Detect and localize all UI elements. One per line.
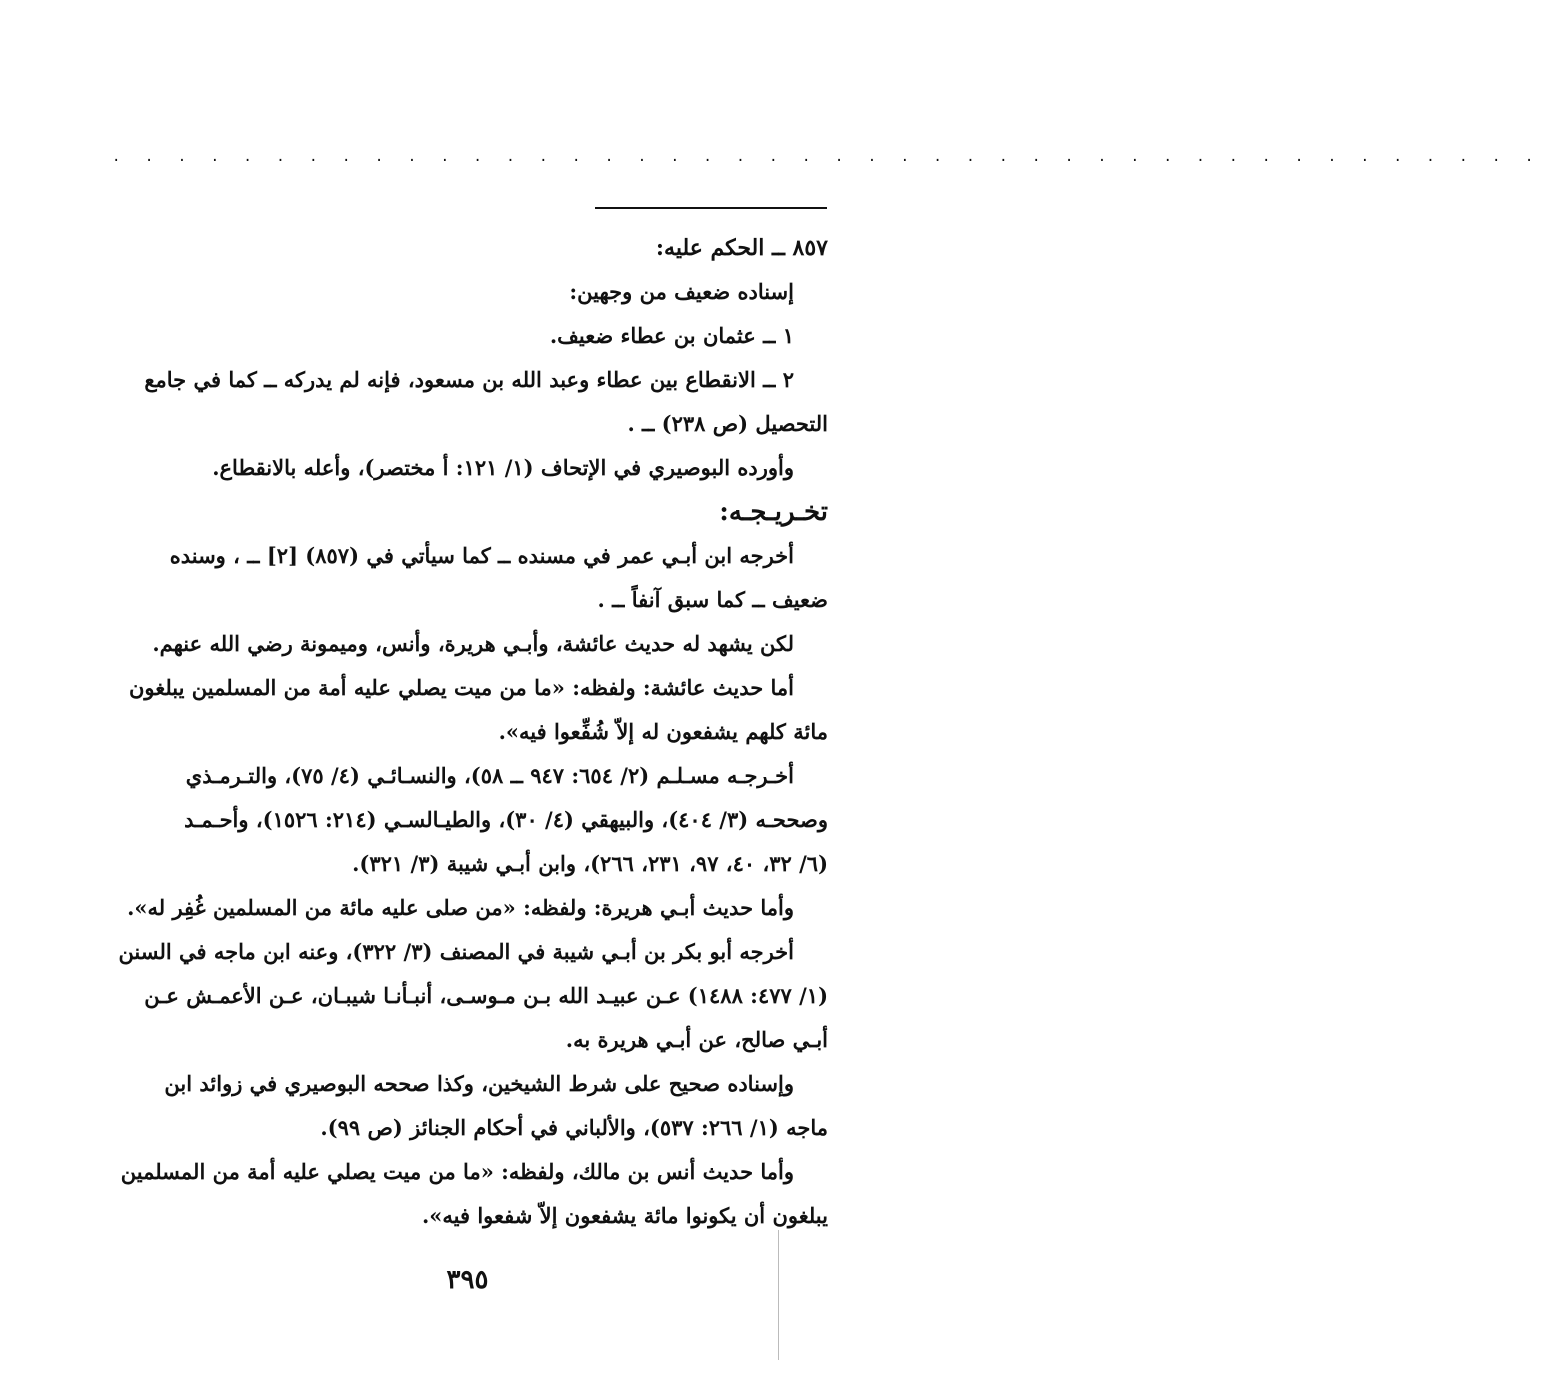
- text-line: ٢ ــ الانقطاع بين عطاء وعبد الله بن مسعود، فإنه لم يدركه ــ كما في جامع: [144, 367, 794, 392]
- ruling-heading: ٨٥٧ ــ الحكم عليه:: [655, 235, 828, 261]
- text-line: وأما حديث أبـي هريرة: ولفظه: «من صلى عليه مائة من المسلمين غُفِر له».: [127, 895, 794, 920]
- text-line: إسناده ضعيف من وجهين:: [569, 279, 794, 304]
- text-line: أخرجه أبو بكر بن أبـي شيبة في المصنف (٣/ ٣٢٢)، وعنه ابن ماجه في السنن: [118, 939, 794, 964]
- text-line: ضعيف ــ كما سبق آنفاً ــ .: [597, 587, 828, 612]
- text-line: مائة كلهم يشفعون له إلاّ شُفِّعوا فيه».: [498, 719, 828, 744]
- text-line: (٦/ ٣٢، ٤٠، ٩٧، ٢٣١، ٢٦٦)، وابن أبـي شيبة (٣/ ٣٢١).: [352, 851, 828, 876]
- text-line: ماجه (١/ ٢٦٦: ٥٣٧)، والألباني في أحكام الجنائز (ص ٩٩).: [320, 1115, 828, 1140]
- text-line: (١/ ٤٧٧: ١٤٨٨) عـن عبيـد الله بـن مـوسـى، أنبـأنـا شيبـان، عـن الأعمـش عـن: [144, 983, 828, 1008]
- page-number: ٣٩٥: [446, 1265, 489, 1295]
- text-line: أما حديث عائشة: ولفظه: «ما من ميت يصلي عليه أمة من المسلمين يبلغون: [128, 675, 794, 700]
- text-line: وأما حديث أنس بن مالك، ولفظه: «ما من ميت يصلي عليه أمة من المسلمين: [120, 1159, 794, 1184]
- text-line: أبـي صالح، عن أبـي هريرة به.: [565, 1027, 828, 1052]
- text-line: أخرجه ابن أبـي عمر في مسنده ــ كما سيأتي في (٨٥٧) [٢] ــ ، وسنده: [169, 543, 794, 568]
- text-line: أخـرجـه مسـلـم (٢/ ٦٥٤: ٩٤٧ ــ ٥٨)، والنسـائـي (٤/ ٧٥)، والتـرمـذي: [185, 763, 794, 788]
- text-line: التحصيل (ص ٢٣٨) ــ .: [627, 411, 828, 436]
- text-line: ١ ــ عثمان بن عطاء ضعيف.: [549, 323, 794, 348]
- text-line: لكن يشهد له حديث عائشة، وأبـي هريرة، وأنس، وميمونة رضي الله عنهم.: [152, 631, 794, 656]
- text-line: يبلغون أن يكونوا مائة يشفعون إلاّ شفعوا فيه».: [421, 1203, 828, 1228]
- footnote-rule: [595, 207, 827, 209]
- text-line: وصححـه (٣/ ٤٠٤)، والبيهقي (٤/ ٣٠)، والطيـالسـي (٢١٤: ١٥٢٦)، وأحـمـد: [184, 807, 828, 832]
- text-line: وأورده البوصيري في الإتحاف (١/ ١٢١: أ مختصر)، وأعله بالانقطاع.: [212, 455, 794, 480]
- text-line: وإسناده صحيح على شرط الشيخين، وكذا صححه البوصيري في زوائد ابن: [164, 1071, 794, 1096]
- takhrij-heading: تخـريـجـه:: [719, 497, 828, 527]
- dotted-separator: . . . . . . . . . . . . . . . . . . . . . . . . . . . . . . . . . . . . . . . . . . . .: [112, 149, 1541, 165]
- page-body: [108, 226, 828, 1238]
